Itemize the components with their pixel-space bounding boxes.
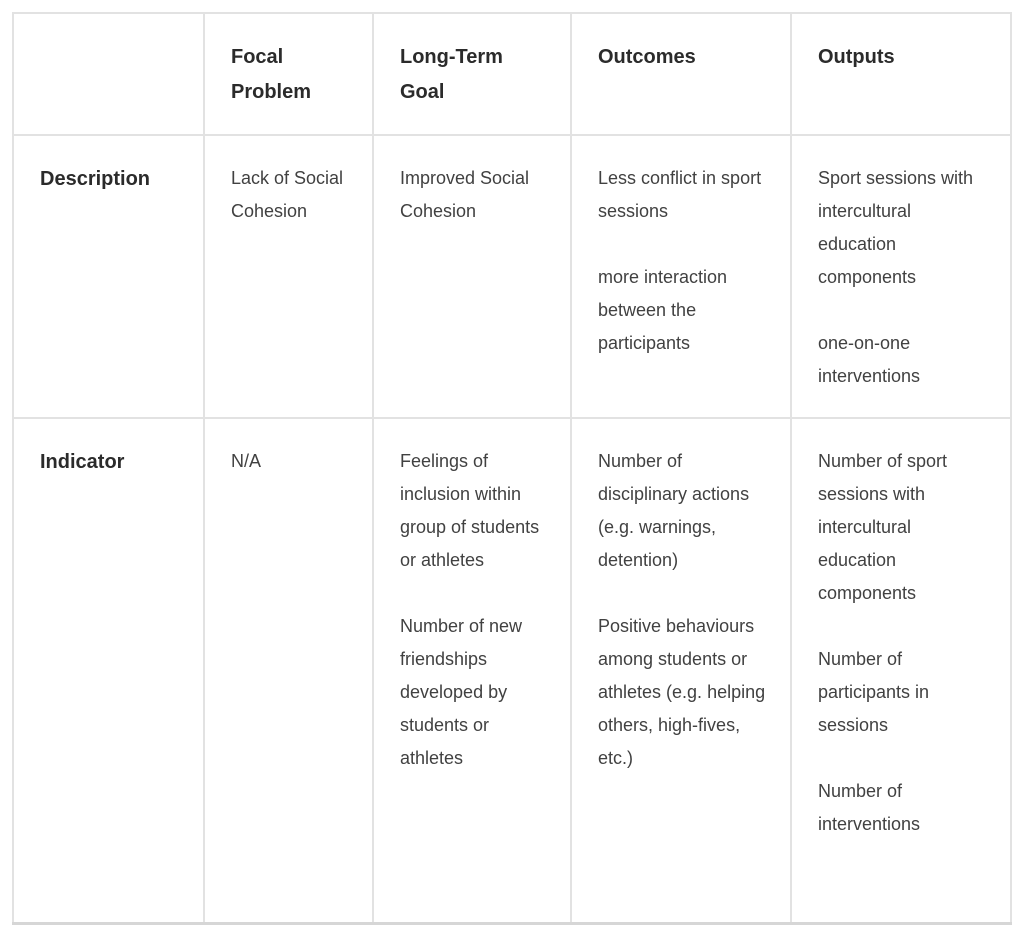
cell-paragraph: Number of interventions — [818, 781, 921, 834]
cell-paragraph: Number of new friendships developed by students or athletes — [400, 616, 523, 768]
cell-paragraph: Number of participants in sessions — [818, 649, 930, 735]
cell-description-outputs — [791, 135, 1011, 418]
table-body — [13, 135, 1011, 923]
cell-description-focal-problem — [204, 135, 373, 418]
column-header-focal-problem: Focal Problem — [204, 13, 373, 135]
cell-paragraph: N/A — [231, 451, 262, 471]
cell-indicator-long-term-goal — [373, 418, 571, 923]
cell-indicator-outputs — [791, 418, 1011, 923]
cell-paragraph: Improved Social Cohesion — [400, 168, 530, 221]
cell-paragraph: Number of sport sessions with intercultural education components — [818, 451, 948, 603]
row-header-description: Description — [13, 135, 204, 418]
table-row-description — [13, 135, 1011, 418]
row-header-indicator: Indicator — [13, 418, 204, 923]
column-header-outputs: Outputs — [791, 13, 1011, 135]
cell-paragraph: Number of disciplinary actions (e.g. warnings, detention) — [598, 451, 750, 570]
logic-model-table — [12, 12, 1012, 925]
column-header-empty — [13, 13, 204, 135]
column-header-long-term-goal: Long-Term Goal — [373, 13, 571, 135]
cell-paragraph: Less conflict in sport sessions — [598, 168, 762, 221]
cell-paragraph: Lack of Social Cohesion — [231, 168, 344, 221]
table-row-indicator — [13, 418, 1011, 923]
table-header — [13, 13, 1011, 135]
cell-indicator-outcomes — [571, 418, 791, 923]
cell-paragraph: Positive behaviours among students or athletes (e.g. helping others, high-fives, etc.) — [598, 616, 766, 768]
cell-paragraph: Sport sessions with intercultural education components — [818, 168, 974, 287]
cell-description-outcomes — [571, 135, 791, 418]
column-header-outcomes: Outcomes — [571, 13, 791, 135]
cell-paragraph: more interaction between the participants — [598, 267, 728, 353]
cell-paragraph: one-on-one interventions — [818, 333, 921, 386]
cell-indicator-focal-problem — [204, 418, 373, 923]
cell-description-long-term-goal — [373, 135, 571, 418]
cell-paragraph: Feelings of inclusion within group of students or athletes — [400, 451, 540, 570]
header-row — [13, 13, 1011, 135]
